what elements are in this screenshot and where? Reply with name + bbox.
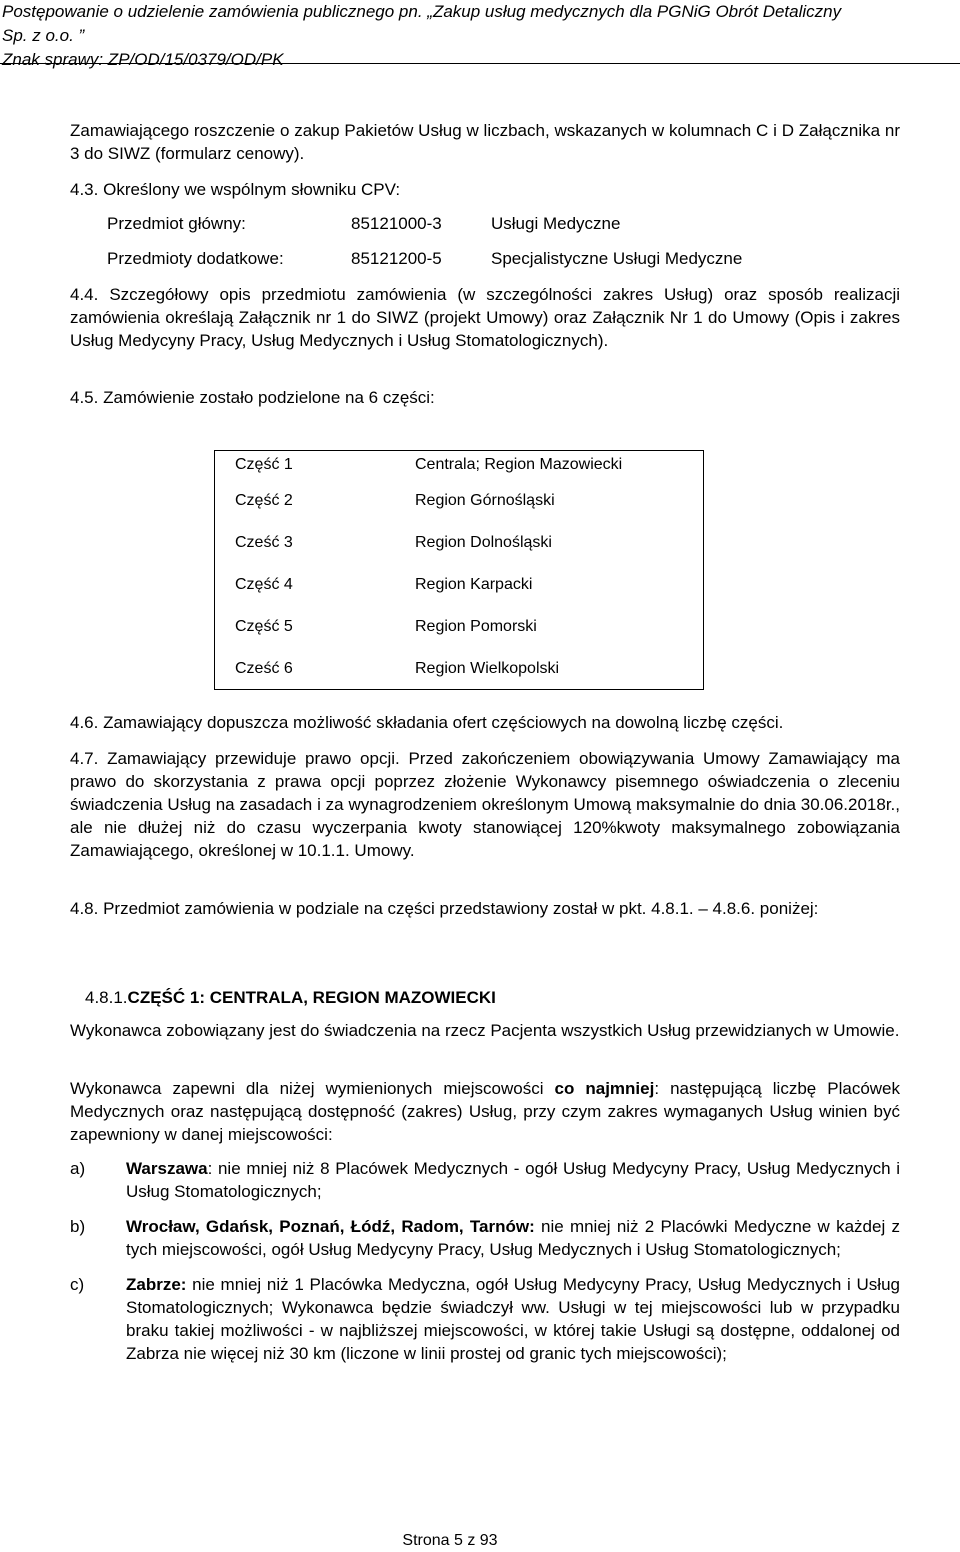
table-row [215,479,704,521]
section-text: Szczegółowy opis przedmiotu zamówienia (w szczególności zakres Usług) oraz sposób realizacji zamówienia określają Załącznik nr 1 do SIWZ (projekt Umowy) oraz Załącznik Nr 1 do Umowy (Opis i zakres Usług Medycyny Pracy, Usług Medycznych i Usług Stomatologicznych). [70,285,900,350]
part-cell: Cześć 6 [235,659,293,677]
part-cell: Część 4 [235,575,293,593]
section-number: 4.5. [70,388,99,407]
section-4-5 [70,386,900,409]
cpv-desc: Usługi Medyczne [491,214,621,233]
section-4-6 [70,711,930,734]
region-cell: Region Pomorski [415,617,537,635]
section-4-4 [70,283,900,352]
list-rest: nie mniej niż 2 Placówki Medyczne w każdej z tych miejscowości, ogół Usług Medycyny Pracy, Usług Medycznych i Usług Stomatologicznych; [126,1217,900,1259]
list-rest: : nie mniej niż 8 Placówek Medycznych - ogół Usług Medycyny Pracy, Usług Medycznych i Usług Stomatologicznych; [126,1159,900,1201]
section-number: 4.7. [70,749,99,768]
section-number: 4.8. [70,899,99,918]
section-text: Określony we wspólnym słowniku CPV: [103,180,401,199]
cpv-label: Przedmiot główny: [107,214,246,233]
region-cell: Region Dolnośląski [415,533,552,551]
table-row [215,451,704,480]
text-run: Wykonawca zapewni dla niżej wymienionych miejscowości [70,1079,555,1098]
section-4-8-1-heading [85,986,885,1009]
section-text: Zamawiający dopuszcza możliwość składania ofert częściowych na dowolną liczbę części. [103,713,784,732]
text-run: : następującą liczbę Placówek Medycznych oraz następującą dostępność (zakres) Usług, przy czym zakres wymaganych Usług winien być zapewniony w danej miejscowości: [70,1079,901,1144]
section-4-3 [70,178,900,201]
region-cell: Centrala; Region Mazowiecki [415,456,623,473]
part-cell: Cześć 3 [235,533,293,551]
cpv-desc: Specjalistyczne Usługi Medyczne [491,249,743,268]
parts-table [214,450,704,690]
list-text [126,1157,900,1203]
section-4-7 [70,747,900,862]
part-cell: Część 2 [235,491,293,509]
paragraph-locations [70,1077,900,1146]
section-4-8 [70,897,900,920]
table-row [215,605,704,647]
section-text: Zamówienie zostało podzielone na 6 części: [103,388,435,407]
cpv-code: 85121200-5 [351,249,442,268]
region-cell: Region Wielkopolski [415,659,560,677]
table-row [215,563,704,605]
list-bold: Warszawa [126,1159,208,1178]
list-label: a) [70,1159,86,1178]
section-number: 4.3. [70,180,99,199]
cpv-label: Przedmioty dodatkowe: [107,249,284,268]
list-item [70,1273,900,1365]
header-rule [0,63,960,64]
list-bold: Zabrze: [126,1275,187,1294]
list-bold: Wrocław, Gdańsk, Poznań, Łódź, Radom, Tarnów: [126,1217,535,1236]
page-number: Strona 5 z 93 [402,1532,498,1549]
table-row [215,647,704,690]
list-label: c) [70,1275,85,1294]
header-line-3: Znak sprawy: ZP/OD/15/0379/OD/PK [2,50,284,69]
list-text [126,1273,900,1365]
region-cell: Region Karpacki [415,575,533,593]
section-number: 4.4. [70,285,99,304]
section-text: Przedmiot zamówienia w podziale na części przedstawiony został w pkt. 4.8.1. – 4.8.6. poniżej: [103,899,819,918]
document-header [2,0,952,72]
part-cell: Część 5 [235,617,293,635]
section-title: CZĘŚĆ 1: CENTRALA, REGION MAZOWIECKI [127,988,496,1007]
list-item [70,1215,900,1261]
text-run-bold: co najmniej [554,1079,655,1098]
cpv-row-additional [107,247,907,270]
list-text [126,1215,900,1261]
header-line-1: Postępowanie o udzielenie zamówienia publicznego pn. „Zakup usług medycznych dla PGNiG Obrót Detaliczny [2,2,842,21]
section-number: 4.6. [70,713,99,732]
region-cell: Region Górnośląski [415,491,555,509]
part-cell: Część 1 [235,456,293,473]
location-list [70,1157,900,1365]
table-row [215,521,704,563]
header-line-2: Sp. z o.o. ” [2,26,85,45]
intro-paragraph: Zamawiającego roszczenie o zakup Pakietów Usług w liczbach, wskazanych w kolumnach C i D Załącznika nr 3 do SIWZ (formularz cenowy). [70,121,900,163]
list-rest: nie mniej niż 1 Placówka Medyczna, ogół Usług Medycyny Pracy, Usług Medycznych i Usług Stomatologicznych; Wykonawca będzie świadczył ww. Usługi w tej miejscowości lub w przypadku braku takiej możliwości - w najbliższej miejscowości, w której takie Usługi są dostępne, oddalonej od Zabrza nie więcej niż 30 km (liczone w linii prostej od granic tych miejscowości); [126,1275,900,1363]
list-label: b) [70,1217,86,1236]
section-number: 4.8.1. [85,988,128,1007]
section-text: Zamawiający przewiduje prawo opcji. Przed zakończeniem obowiązywania Umowy Zamawiający ma prawo do skorzystania z prawa opcji poprzez złożenie Wykonawcy pisemnego oświadczenia o zleceniu świadczenia Usług na zasadach i za wynagrodzeniem określonym Umową maksymalnie do dnia 30.06.2018r., ale nie dłużej niż do czasu wyczerpania kwoty stanowiącej 120%kwoty maksymalnego zobowiązania Zamawiającego, określonej w 10.1.1. Umowy. [70,749,900,860]
cpv-code: 85121000-3 [351,214,442,233]
paragraph-obligation: Wykonawca zobowiązany jest do świadczenia na rzecz Pacjenta wszystkich Usług przewidzianych w Umowie. [70,1021,900,1040]
list-item [70,1157,900,1203]
cpv-row-main [107,212,907,235]
